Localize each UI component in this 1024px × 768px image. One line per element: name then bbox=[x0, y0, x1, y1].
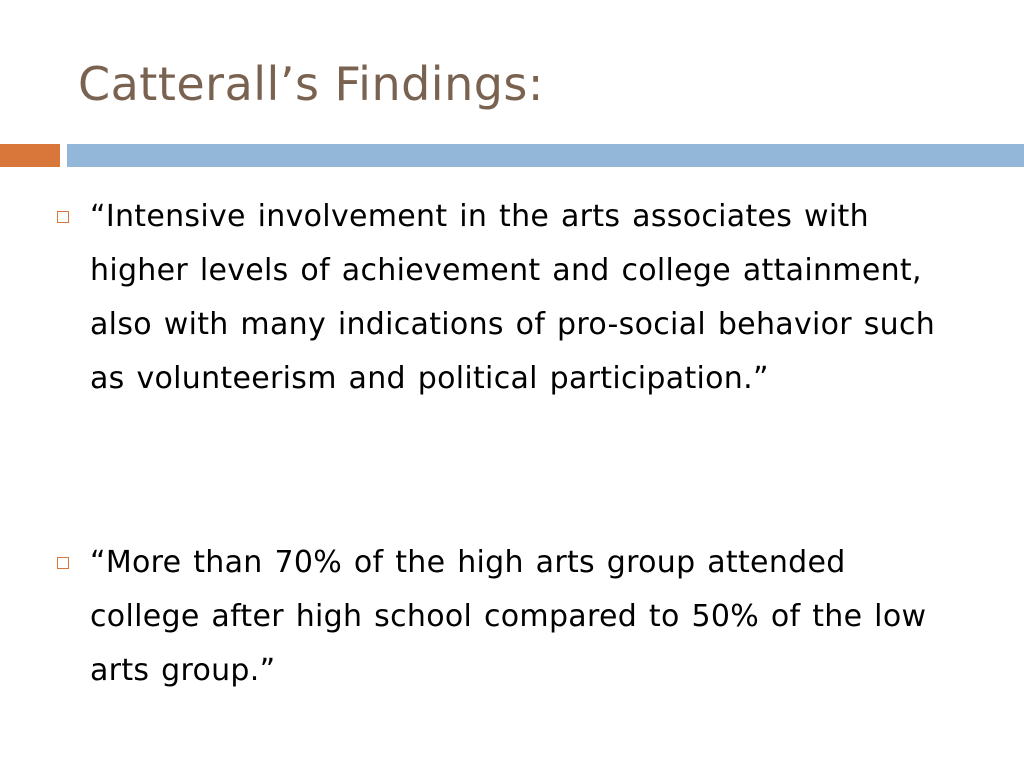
slide-title: Catterall’s Findings: bbox=[78, 57, 544, 111]
bullet-text: “Intensive involvement in the arts associates with higher levels of achievement and college attainment, also with many indications of pro-social behavior such as volunteerism and political participation.” bbox=[90, 199, 936, 396]
bullet-item bbox=[57, 190, 937, 406]
hollow-square-bullet-icon bbox=[57, 557, 69, 569]
bullet-item bbox=[57, 536, 937, 698]
bullet-text: “More than 70% of the high arts group attended college after high school compared to 50% of the low arts group.” bbox=[90, 545, 927, 688]
hollow-square-bullet-icon bbox=[57, 211, 69, 223]
